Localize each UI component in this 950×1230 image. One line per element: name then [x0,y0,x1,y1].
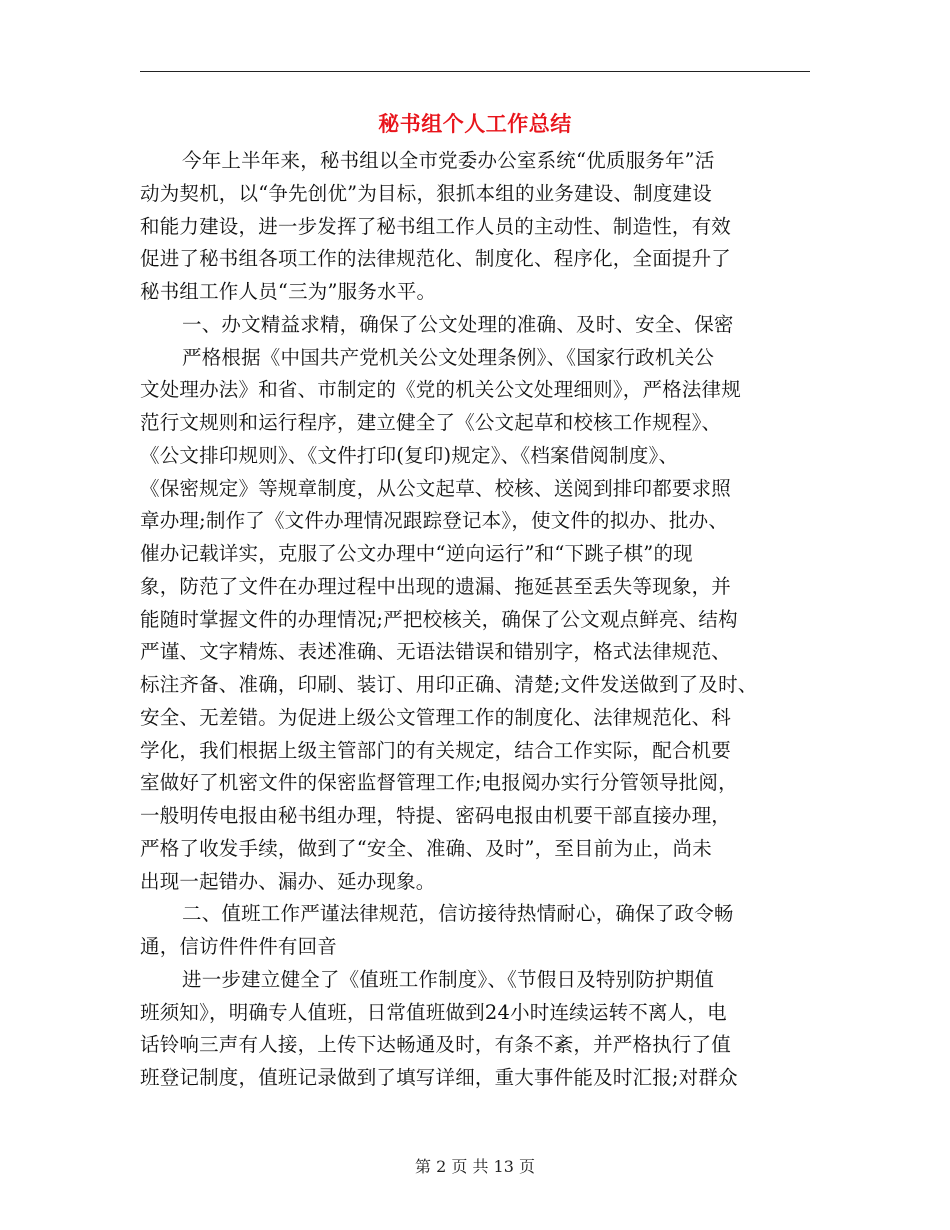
body-line: 章办理;制作了《文件办理情况跟踪登记本》，使文件的拟办、批办、 [140,509,729,533]
body-line: 室做好了机密文件的保密监督管理工作;电报阅办实行分管领导批阅， [140,771,738,795]
body-line: 和能力建设，进一步发挥了秘书组工作人员的主动性、制造性，有效 [140,214,732,238]
section-heading-2: 二、值班工作严谨法律规范，信访接待热情耐心，确保了政令畅 [182,902,734,926]
body-line: 秘书组工作人员“三为”服务水平。 [140,280,437,303]
body-line: 今年上半年来，秘书组以全市党委办公室系统“优质服务年”活 [182,149,715,172]
body-line: 严格了收发手续，做到了“安全、准确、及时”，至目前为止，尚未 [140,836,712,860]
section-heading-1: 一、办文精益求精，确保了公文处理的准确、及时、安全、保密 [182,312,734,336]
body-line: 话铃响三声有人接，上传下达畅通及时，有条不紊，并严格执行了值 [140,1033,732,1057]
section-heading-2-cont: 通，信访件件件有回音 [140,935,338,958]
body-line: 标注齐备、准确，印刷、装订、用印正确、清楚;文件发送做到了及时、 [140,673,758,696]
body-line: 严格根据《中国共产党机关公文处理条例》、《国家行政机关公 [182,345,715,369]
document-title: 秘书组个人工作总结 [378,111,572,136]
body-line: 动为契机，以“争先创优”为目标，狠抓本组的业务建设、制度建设 [140,181,712,205]
body-line: 进一步建立健全了《值班工作制度》、《节假日及特别防护期值 [182,967,715,991]
body-line: 班登记制度，值班记录做到了填写详细，重大事件能及时汇报;对群众 [140,1066,738,1089]
body-line: 班须知》，明确专人值班，日常值班做到24小时连续运转不离人，电 [140,1000,727,1024]
body-line: 出现一起错办、漏办、延办现象。 [140,869,436,893]
page-number-footer: 第 2 页 共 13 页 [415,1157,535,1176]
body-line: 催办记载详实，克服了公文办理中“逆向运行”和“下跳子棋”的现 [140,542,693,565]
body-line: 学化，我们根据上级主管部门的有关规定，结合工作实际，配合机要 [140,738,732,762]
body-line: 一般明传电报由秘书组办理，特提、密码电报由机要干部直接办理， [140,804,732,827]
body-line: 文处理办法》和省、市制定的《党的机关公文处理细则》，严格法律规 [140,378,741,402]
body-line: 《公文排印规则》、《文件打印(复印)规定》、《档案借阅制度》、 [140,443,679,467]
body-line: 促进了秘书组各项工作的法律规范化、制度化、程序化，全面提升了 [140,247,732,271]
body-line: 严谨、文字精炼、表述准确、无语法错误和错别字，格式法律规范、 [140,640,732,664]
body-line: 象，防范了文件在办理过程中出现的遗漏、拖延甚至丢失等现象，并 [140,574,732,598]
body-line: 范行文规则和运行程序，建立健全了《公文起草和校核工作规程》、 [140,411,722,434]
body-line: 《保密规定》等规章制度，从公文起草、校核、送阅到排印都要求照 [140,476,732,500]
document-body [140,145,820,1095]
body-line: 能随时掌握文件的办理情况;严把校核关，确保了公文观点鲜亮、结构 [140,607,738,631]
body-line: 安全、无差错。为促进上级公文管理工作的制度化、法律规范化、科 [140,705,732,729]
header-rule [140,71,810,72]
